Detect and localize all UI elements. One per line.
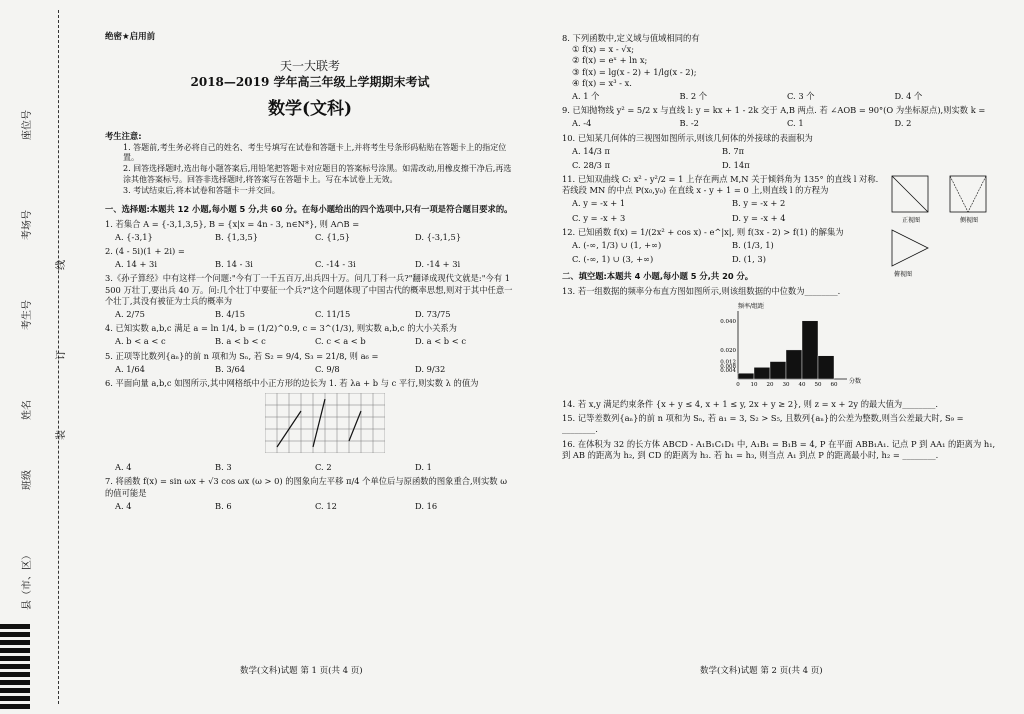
option: C. {1,5}: [315, 231, 351, 242]
question-13: 13. 若一组数据的频率分布直方图如图所示,则该组数据的中位数为________.: [562, 285, 841, 296]
option: B. 3: [215, 462, 232, 473]
histo-bar: [786, 350, 802, 379]
option: B. 6: [215, 500, 232, 511]
histo-xtick: 50: [814, 381, 822, 388]
option: A. b < a < c: [115, 336, 166, 347]
option: A. 1/64: [115, 363, 145, 374]
question-9: 9. 已知抛物线 y² = 5/2 x 与直线 l: y = kx + 1 - 2k 交于 A,B 两点. 若 ∠AOB = 90°(O 为坐标原点),则实数 k =: [562, 105, 986, 116]
question-15: 15. 记等差数列{aₙ}的前 n 项和为 Sₙ, 若 a₁ = 3, S₂ > S₅, 且数列{aₙ}的公差为整数,则当公差最大时, S₉ = ________.: [562, 413, 964, 435]
question-3: 3.《孙子算经》中有这样一个问题:"今有丁一千五百万,出兵四十万。问几丁科一兵?"翻译成现代文就是:"今有 1 500 万壮丁,要出兵 40 万。问:几个壮丁中要征一个兵?"这个问题体现了中国古代的概率思想,则对于其中任意一个壮丁,其没有被征为士兵的概率为: [105, 273, 513, 306]
question-2-options: [115, 259, 515, 270]
side-view-dash-1: [950, 176, 968, 212]
question-7: 7. 将函数 f(x) = sin ωx + √3 cos ωx (ω > 0) 的图象向左平移 π/4 个单位后与原函数的图象重合,则实数 ω 的值可能是: [105, 476, 507, 498]
question-14: 14. 若 x,y 满足约束条件 {x + y ≤ 4, x + 1 ≤ y, 2x + y ≥ 2}, 则 z = x + 2y 的最大值为________.: [562, 398, 939, 409]
left-page: [105, 30, 515, 515]
option: C. y = -x + 3: [572, 212, 626, 223]
option: C. (-∞, 1) ∪ (3, +∞): [572, 254, 654, 265]
barcode-strip: [0, 624, 30, 714]
title-subject: 数学(文科): [267, 99, 353, 120]
question-2: 2. (4 - 5i)(1 + 2i) =: [105, 246, 185, 257]
section2-heading: 二、填空题:本题共 4 小题,每小题 5 分,共 20 分。: [562, 271, 754, 282]
title-union: 天一大联考: [279, 59, 340, 73]
option: B. 2 个: [679, 90, 708, 101]
option: A. 14/3 π: [572, 145, 610, 156]
option: B. a < b < c: [215, 336, 266, 347]
histo-bar: [802, 321, 818, 379]
exam-room-label: 考场号: [22, 210, 33, 240]
section1-heading: 一、选择题:本题共 12 小题,每小题 5 分,共 60 分。在每小题给出的四个选项中,只有一项是符合题目要求的。: [105, 204, 513, 215]
seat-label: 座位号: [22, 110, 33, 140]
question-1: 1. 若集合 A = {-3,1,3,5}, B = {x|x = 4n - 3, n∈N*}, 则 A∩B =: [105, 218, 360, 229]
option: C. 28/3 π: [572, 159, 611, 170]
question-7-options: [115, 501, 515, 512]
notice-2: 2. 回答选择题时,选出每小题答案后,用铅笔把答题卡对应题目的答案标号涂黑。如需改动,用橡皮擦干净后,再选涂其他答案标号。回答非选择题时,将答案写在答题卡上。写在本试卷上无效。: [123, 164, 512, 184]
three-view-figure: [880, 172, 1010, 282]
seal-order-mark: 订: [56, 350, 67, 360]
question-4-options: [115, 336, 515, 347]
question-6: 6. 平面向量 a,b,c 如图所示,其中网格纸中小正方形的边长为 1. 若 λa + b 与 c 平行,则实数 λ 的值为: [105, 377, 479, 388]
vector-grid-figure: [265, 393, 385, 453]
secret-label: 绝密★启用前: [105, 32, 156, 42]
histo-xticks: [736, 382, 838, 388]
binding-strip: [0, 0, 88, 714]
histo-ylabel: 频率/组距: [738, 302, 765, 310]
seal-line-mark: 线: [56, 260, 67, 270]
histo-yticks: [720, 319, 736, 374]
seal-bind-mark: 装: [56, 430, 67, 440]
question-11-options: [572, 198, 892, 209]
question-6-options: [115, 462, 515, 473]
question-12-options-2: [572, 254, 892, 265]
question-8-options: [572, 91, 1002, 102]
histo-bar: [738, 373, 754, 379]
option: B. -2: [679, 118, 699, 129]
histogram: [712, 301, 862, 389]
option: A. (-∞, 1/3) ∪ (1, +∞): [572, 240, 662, 250]
side-view-label: 侧视图: [960, 217, 979, 224]
option: C. 9/8: [315, 363, 340, 374]
option: D. 1: [415, 462, 432, 473]
histo-bar: [754, 367, 770, 379]
option: D. (1, 3): [732, 254, 766, 265]
notice-3: 3. 考试结束后,将本试卷和答题卡一并交回。: [123, 185, 280, 195]
option: B. {1,3,5}: [215, 231, 259, 242]
option: D. 4 个: [894, 90, 923, 101]
question-3-options: [115, 309, 515, 320]
question-11: 11. 已知双曲线 C: x² - y²/2 = 1 上存在两点 M,N 关于倾斜角为 135° 的直线 l 对称. 若线段 MN 的中点 P(x₀,y₀) 在直线 x - y + 1 = 0 上,则直线 l 的方程为: [562, 174, 879, 196]
option: D. 2: [894, 118, 912, 129]
question-5-options: [115, 364, 515, 375]
option: B. 4/15: [215, 308, 246, 319]
histo-xlabel: 分数: [849, 377, 862, 385]
histo-bar: [818, 355, 834, 378]
option: B. (1/3, 1): [732, 240, 774, 250]
notice-1: 1. 答题前,考生务必将自己的姓名、考生号填写在试卷和答题卡上,并将考生号条形码粘贴在答题卡上的指定位置。: [123, 142, 507, 163]
histo-bar: [770, 361, 786, 378]
q8-item: ④ f(x) = x³ - x.: [572, 77, 632, 88]
question-11-options-2: [572, 213, 892, 224]
option: A. -4: [572, 118, 592, 129]
histo-ytick: 0.008: [720, 363, 736, 370]
option: C. 2: [315, 462, 332, 473]
histo-ytick: 0.040: [720, 318, 736, 325]
option: D. y = -x + 4: [732, 212, 786, 223]
histo-xtick: 0: [736, 381, 740, 388]
option: C. c < a < b: [315, 336, 366, 347]
option: D. 9/32: [415, 363, 446, 374]
question-10-options-2: [572, 160, 872, 171]
histo-xtick: 40: [798, 381, 806, 388]
question-1-options: [115, 232, 515, 243]
question-9-options: [572, 118, 1002, 129]
option: D. -14 + 3i: [415, 259, 461, 270]
q8-item: ③ f(x) = lg(x - 2) + 1/lg(x - 2);: [572, 66, 697, 77]
right-footer: 数学(文科)试题 第 2 页(共 4 页): [700, 666, 823, 676]
notice-title: 考生注意:: [105, 131, 142, 142]
option: A. 14 + 3i: [115, 259, 157, 270]
option: A. y = -x + 1: [572, 198, 626, 209]
histo-ytick: 0.004: [720, 367, 736, 374]
option: D. 73/75: [415, 308, 451, 319]
option: A. 4: [115, 500, 132, 511]
histo-xtick: 60: [830, 381, 838, 388]
option: D. 14π: [722, 159, 750, 170]
top-view-label: 俯视图: [894, 271, 913, 278]
student-id-label: 考生号: [22, 300, 33, 330]
histo-xtick: 30: [782, 381, 790, 388]
title-exam: 2018—2019 学年高三年级上学期期末考试: [190, 75, 430, 90]
front-view-label: 正视图: [902, 217, 921, 224]
option: A. 1 个: [572, 90, 600, 101]
option: C. 11/15: [315, 308, 351, 319]
top-view-triangle: [892, 230, 928, 266]
option: B. 3/64: [215, 363, 246, 374]
left-footer: 数学(文科)试题 第 1 页(共 4 页): [240, 666, 363, 676]
question-12-options: [572, 240, 892, 251]
side-view-box: [950, 176, 986, 212]
question-8-items: [562, 44, 1002, 89]
option: D. {-3,1,5}: [415, 231, 462, 242]
question-10-options: [572, 146, 872, 157]
question-12: 12. 已知函数 f(x) = 1/(2x² + cos x) - e^|x|, 则 f(3x - 2) > f(1) 的解集为: [562, 226, 844, 237]
option: C. 12: [315, 500, 337, 511]
question-16: 16. 在体积为 32 的长方体 ABCD - A₁B₁C₁D₁ 中, A₁B₁ = B₁B = 4, P 在平面 ABB₁A₁. 记点 P 到 AA₁ 的距离为 h₁, 到 AB 的距离为 h₂, 到 CD 的距离为 h₃. 若 h₁ = h₃, 则当点 A₁ 到点 P 的距离最小时, h₂ = ________.: [562, 438, 996, 460]
option: C. -14 - 3i: [315, 259, 356, 270]
front-view-diagonal: [892, 176, 928, 212]
county-label: 县（市、区）: [22, 550, 33, 610]
name-label: 姓名: [22, 400, 33, 420]
question-4: 4. 已知实数 a,b,c 满足 a = ln 1/4, b = (1/2)^0.9, c = 3^(1/3), 则实数 a,b,c 的大小关系为: [105, 323, 457, 334]
option: B. 7π: [722, 145, 745, 156]
histo-ytick: 0.020: [720, 347, 736, 354]
histo-xtick: 20: [766, 381, 774, 388]
option: B. y = -x + 2: [732, 198, 786, 209]
question-8: 8. 下列函数中,定义域与值域相同的有: [562, 33, 700, 43]
question-10: 10. 已知某几何体的三视图如图所示,则该几何体的外接球的表面积为: [562, 132, 813, 143]
option: D. a < b < c: [415, 336, 466, 347]
option: C. 1: [787, 118, 804, 129]
class-label: 班级: [22, 470, 33, 490]
question-5: 5. 正项等比数列{aₙ}的前 n 项和为 Sₙ, 若 S₂ = 9/4, S₃ = 21/8, 则 a₆ =: [105, 350, 379, 361]
histo-xtick: 10: [750, 381, 758, 388]
q8-item: ② f(x) = eˣ + ln x;: [572, 55, 648, 66]
histo-bars: [738, 321, 834, 379]
option: B. 14 - 3i: [215, 259, 253, 270]
option: A. {-3,1}: [115, 231, 153, 242]
option: A. 2/75: [115, 308, 145, 319]
q8-item: ① f(x) = x - √x;: [572, 44, 635, 55]
option: A. 4: [115, 462, 132, 473]
histo-ytick: 0.012: [720, 359, 736, 366]
option: D. 16: [415, 500, 438, 511]
side-view-dash-2: [968, 176, 986, 212]
option: C. 3 个: [787, 90, 815, 101]
